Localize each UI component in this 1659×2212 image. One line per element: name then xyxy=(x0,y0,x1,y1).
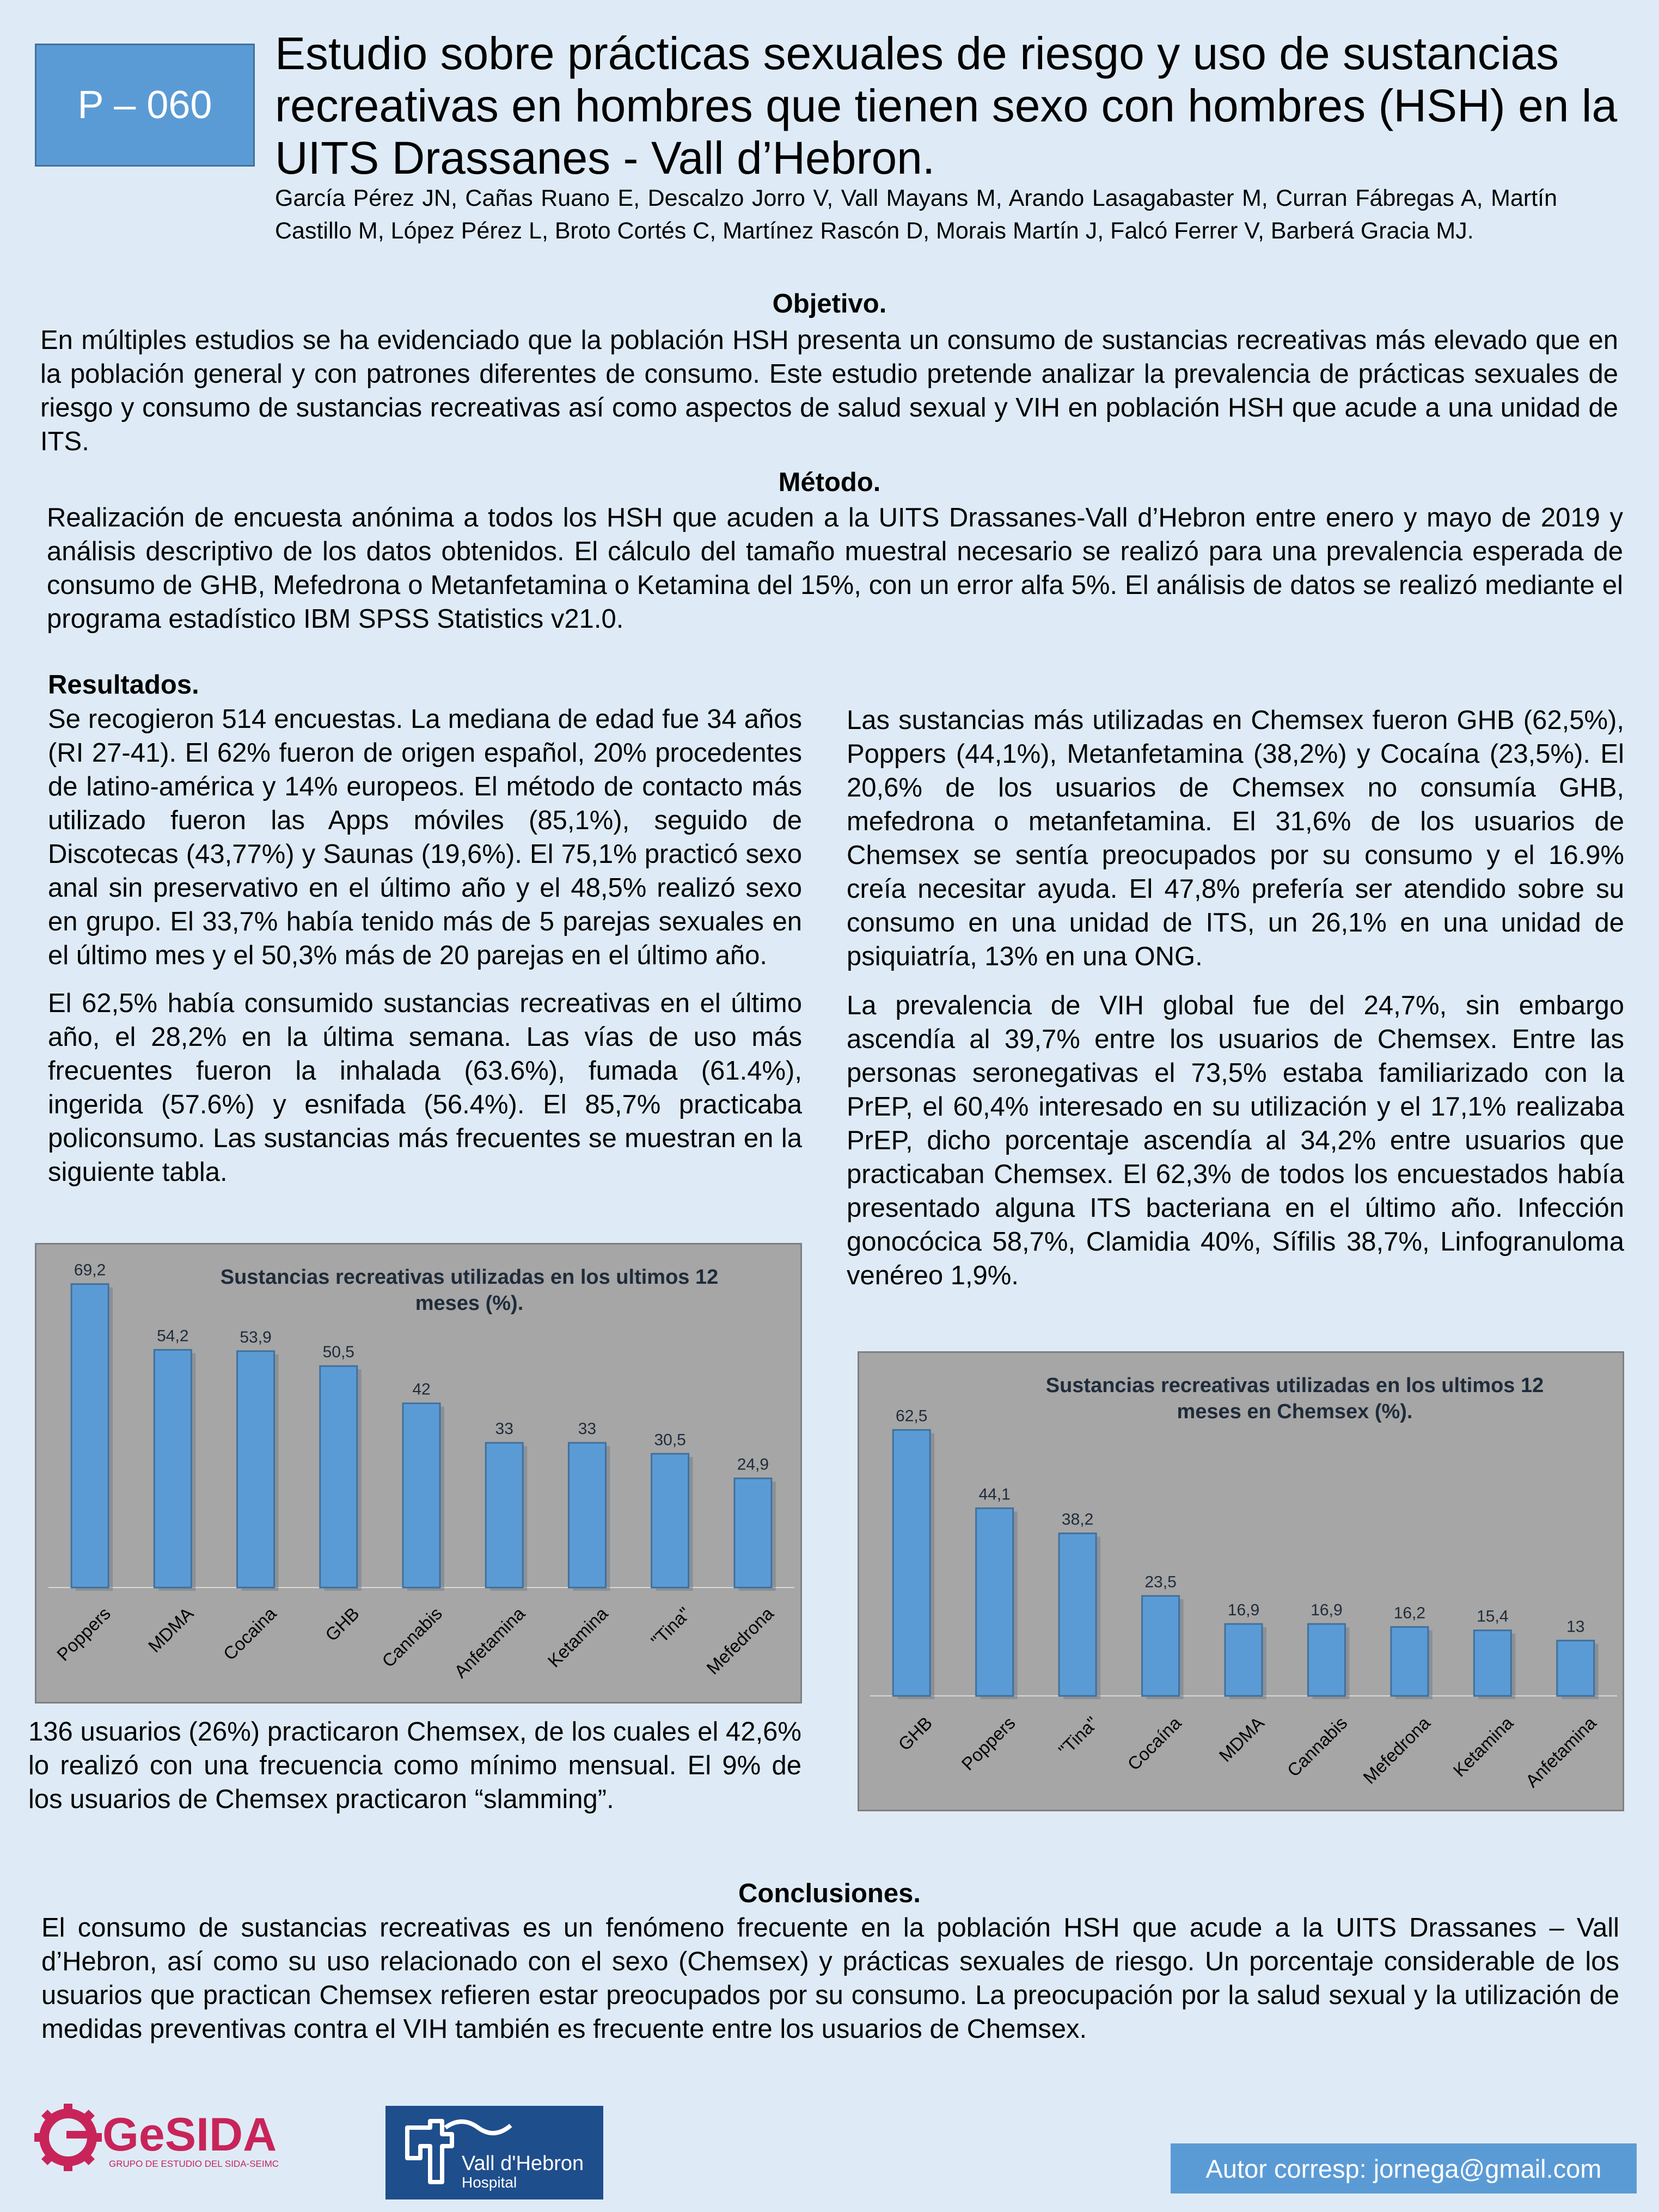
chart-bar xyxy=(568,1443,605,1588)
chart-category-label: Mefedrona xyxy=(1359,1712,1434,1788)
chart-bar xyxy=(154,1350,191,1588)
chart-data-label: 62,5 xyxy=(896,1407,928,1425)
poster-title: Estudio sobre prácticas sexuales de riesgo y uso de sustancias recreativas en hombres que tienen sexo con hombres (HSH) en la UITS Drassanes - Vall d’Hebron. xyxy=(275,28,1618,183)
metodo-heading: Método. xyxy=(778,468,881,497)
resultados-right-p2: La prevalencia de VIH global fue del 24,7%, sin embargo ascendía al 39,7% entre los usuarios de Chemsex. Entre las personas seronegativas el 73,5% estaba familiarizado con la PrEP, el 60,4% interesado en su utilización y el 17,1% realizaba PrEP, dicho porcentaje ascendía al 34,2% entre usuarios que practicaban Chemsex. El 62,3% de todos los encuestados había presentado alguna ITS bacteriana en el último año. Infección gonocócica 58,7%, Clamidia 40%, Sífilis 38,7%, Linfogranuloma venéreo 1,9%. xyxy=(847,991,1624,1290)
chart-category-label: Ketamina xyxy=(543,1603,612,1671)
chart-substances-chemsex xyxy=(858,1351,1624,1811)
chart-data-label: 44,1 xyxy=(978,1485,1011,1504)
chart-data-label: 30,5 xyxy=(654,1431,686,1449)
poster-code-badge xyxy=(35,44,255,167)
chart-category-label: Ketamina xyxy=(1449,1712,1517,1781)
chart-category-label: Mefedrona xyxy=(702,1603,778,1678)
chart-category-label: Poppers xyxy=(52,1603,115,1665)
resultados-left-p1: Se recogieron 514 encuestas. La mediana de edad fue 34 años (RI 27-41). El 62% fueron de origen español, 20% procedentes de latino-américa y 14% europeos. El método de contacto más utilizado fueron las Apps móviles (85,1%), seguido de Discotecas (43,77%) y Saunas (19,6%). El 75,1% practicó sexo anal sin preservativo en el último año y el 48,5% realizó sexo en grupo. El 33,7% había tenido más de 5 parejas sexuales en el último mes y el 50,3% más de 20 parejas en el último año. xyxy=(48,704,802,970)
chart-data-label: 13 xyxy=(1566,1617,1585,1636)
chart-substances-12-months xyxy=(35,1243,802,1704)
chart-data-label: 33 xyxy=(578,1420,597,1438)
chart-bar xyxy=(237,1351,274,1588)
poster-authors: García Pérez JN, Cañas Ruano E, Descalzo Jorro V, Vall Mayans M, Arando Lasagabaster M, Curran Fábregas A, Martín Castillo M, López Pérez L, Broto Cortés C, Martínez Rascón D, Morais Martín J, Falcó Ferrer V, Barberá Gracia MJ. xyxy=(275,185,1557,244)
chart-data-label: 16,9 xyxy=(1311,1601,1343,1619)
chart-category-label: "Tina" xyxy=(647,1603,695,1651)
chart-bar xyxy=(652,1454,689,1588)
chart-bar xyxy=(1474,1631,1511,1696)
resultados-left-p2: El 62,5% había consumido sustancias recreativas en el último año, el 28,2% en la última semana. Las vías de uso más frecuentes fueron la inhalada (63.6%), fumada (61.4%), ingerida (57.6%) y esnifada (56.4%). El 85,7% practicaba policonsumo. Las sustancias más frecuentes se muestran en la siguiente tabla. xyxy=(48,989,802,1187)
chart-bar xyxy=(486,1443,523,1588)
chart-bar xyxy=(976,1508,1013,1696)
chart-substances-chemsex-svg xyxy=(859,1353,1623,1810)
gesida-logo-graphic xyxy=(33,2100,316,2171)
chart-bar xyxy=(320,1366,357,1588)
author-email[interactable]: Autor corresp: jornega@gmail.com xyxy=(1205,2154,1602,2183)
objetivo-heading: Objetivo. xyxy=(772,289,887,318)
gesida-logo xyxy=(33,2100,316,2171)
chart-category-label: GHB xyxy=(321,1603,363,1645)
resultados-heading: Resultados. xyxy=(48,670,199,700)
chart-bar xyxy=(1557,1640,1594,1696)
chart-bar xyxy=(403,1404,440,1588)
chart-data-label: 23,5 xyxy=(1144,1573,1177,1591)
chart-category-label: GHB xyxy=(894,1712,936,1755)
chart-category-label: Cannabis xyxy=(1283,1712,1351,1781)
chart-data-label: 33 xyxy=(495,1420,513,1438)
chart-data-label: 69,2 xyxy=(74,1261,106,1279)
resultados-right-column xyxy=(847,703,1624,1292)
chart-category-label: MDMA xyxy=(144,1603,198,1657)
chart-category-label: Poppers xyxy=(957,1712,1019,1774)
metodo-text: Realización de encuesta anónima a todos los HSH que acuden a la UITS Drassanes-Vall d’Hebron entre enero y mayo de 2019 y análisis descriptivo de los datos obtenidos. El cálculo del tamaño muestral necesario se realizó para una prevalencia esperada de consumo de GHB, Mefedrona o Metanfetamina o Ketamina del 15%, con un error alfa 5%. El análisis de datos se realizó mediante el programa estadístico IBM SPSS Statistics v21.0. xyxy=(47,503,1623,634)
chart-bar xyxy=(1225,1624,1262,1696)
chart-category-label: Cocaina xyxy=(219,1603,280,1664)
vall-hebron-logo-subtitle: Hospital xyxy=(462,2174,517,2191)
resultados-right-p1: Las sustancias más utilizadas en Chemsex fueron GHB (62,5%), Poppers (44,1%), Metanfetamina (38,2%) y Cocaína (23,5%). El 20,6% de los usuarios de Chemsex no consumía GHB, mefedrona o metanfetamina. El 31,6% de los usuarios de Chemsex se sentía preocupados por su consumo y el 16.9% creía necesitar ayuda. El 47,8% prefería ser atendido sobre su consumo en una unidad de ITS, un 26,1% en una unidad de psiquiatría, 13% en una ONG. xyxy=(847,706,1624,971)
chart-title: meses (%). xyxy=(415,1292,524,1315)
vall-hebron-logo xyxy=(385,2106,603,2199)
conclusiones-heading: Conclusiones. xyxy=(738,1879,921,1908)
chart-title: Sustancias recreativas utilizadas en los ultimos 12 xyxy=(220,1266,719,1289)
chart-category-label: Anfetamina xyxy=(450,1603,529,1682)
chart-bar xyxy=(893,1430,930,1696)
chart-bar xyxy=(1391,1627,1428,1696)
resultados-left-column xyxy=(48,702,802,1189)
chart-category-label: Cannabis xyxy=(378,1603,446,1671)
chart-data-label: 54,2 xyxy=(157,1327,189,1345)
chart-category-label: MDMA xyxy=(1215,1712,1268,1766)
author-email-box[interactable] xyxy=(1171,2143,1637,2193)
conclusiones-text: El consumo de sustancias recreativas es un fenómeno frecuente en la población HSH que acude a la UITS Drassanes – Vall d’Hebron, así como su uso relacionado con el sexo (Chemsex) y prácticas sexuales de riesgo. Un porcentaje considerable de los usuarios que practican Chemsex refieren estar preocupados por su consumo. La preocupación por la salud sexual y la utilización de medidas preventivas contra el VIH también es frecuente entre los usuarios de Chemsex. xyxy=(41,1913,1619,2044)
chart-data-label: 53,9 xyxy=(240,1328,272,1346)
chart-bar xyxy=(734,1478,772,1588)
chart-data-label: 15,4 xyxy=(1477,1607,1509,1626)
chart-data-label: 16,9 xyxy=(1227,1601,1260,1619)
chart-bar xyxy=(1142,1596,1179,1696)
chart-bar xyxy=(1308,1624,1345,1696)
chart-data-label: 50,5 xyxy=(322,1343,354,1362)
gesida-logo-subtitle: GRUPO DE ESTUDIO DEL SIDA-SEIMC xyxy=(109,2159,279,2169)
chart-category-label: Anfetamina xyxy=(1521,1712,1600,1791)
chart-data-label: 42 xyxy=(412,1380,431,1399)
chart-bar xyxy=(71,1284,108,1588)
chart-category-label: Cocaína xyxy=(1123,1712,1185,1774)
chart-data-label: 24,9 xyxy=(737,1455,769,1474)
vall-hebron-logo-graphic xyxy=(385,2106,603,2199)
chart-data-label: 16,2 xyxy=(1393,1604,1426,1622)
poster-code: P – 060 xyxy=(77,83,212,127)
chart-title: meses en Chemsex (%). xyxy=(1177,1400,1413,1423)
gesida-gear-icon xyxy=(34,2104,102,2171)
gesida-logo-name: GeSIDA xyxy=(102,2109,277,2161)
chart-category-label: "Tina" xyxy=(1054,1712,1103,1761)
chart-data-label: 38,2 xyxy=(1061,1510,1094,1529)
resultados-chemsex-text: 136 usuarios (26%) practicaron Chemsex, de los cuales el 42,6% lo realizó con una frecuencia como mínimo mensual. El 9% de los usuarios de Chemsex practicaron “slamming”. xyxy=(28,1717,801,1814)
chart-bar xyxy=(1059,1533,1096,1696)
objetivo-text: En múltiples estudios se ha evidenciado que la población HSH presenta un consumo de sustancias recreativas más elevado que en la población general y con patrones diferentes de consumo. Este estudio pretende analizar la prevalencia de prácticas sexuales de riesgo y consumo de sustancias recreativas así como aspectos de salud sexual y VIH en población HSH que acude a una unidad de ITS. xyxy=(40,326,1618,456)
vall-hebron-logo-name: Vall d'Hebron xyxy=(462,2152,584,2175)
vall-hebron-cross-icon xyxy=(407,2121,452,2182)
chart-substances-12-months-svg xyxy=(36,1245,800,1702)
chart-title: Sustancias recreativas utilizadas en los ultimos 12 xyxy=(1045,1374,1544,1397)
